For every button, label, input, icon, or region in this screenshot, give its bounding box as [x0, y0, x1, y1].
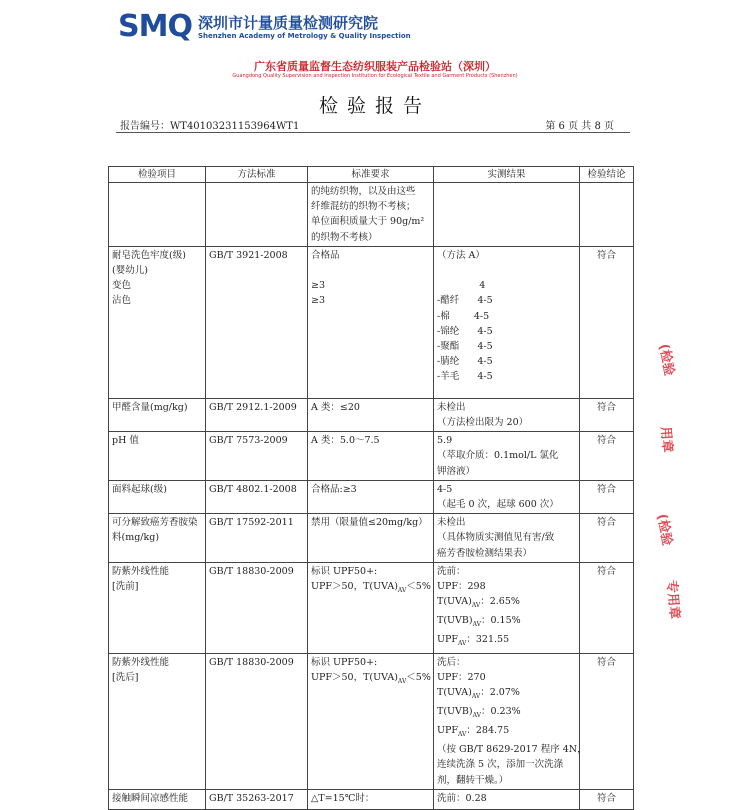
- header-divider: [116, 132, 630, 133]
- cell-line: -腈纶 4-5: [437, 356, 493, 368]
- method-standard-cell: [206, 514, 308, 563]
- requirement-cell: [308, 432, 434, 481]
- cell-line: 单位面积质量大于 90g/m²: [311, 216, 425, 228]
- cell-line: （具体物质实测值见有害/致: [437, 532, 555, 544]
- method-standard-cell: [206, 653, 308, 789]
- cell-line: UPF：298: [437, 581, 486, 593]
- cell-line: GB/T 17592-2011: [209, 517, 294, 529]
- cell-line: UPF：270: [437, 671, 486, 683]
- cell-line: (婴幼儿): [112, 265, 148, 277]
- method-standard-cell: [206, 562, 308, 653]
- cell-line: GB/T 3921-2008: [209, 249, 288, 261]
- cell-line: 料(mg/kg): [112, 532, 160, 544]
- table-row: [109, 246, 634, 398]
- test-item-cell: [109, 789, 206, 809]
- verdict-cell: 符合: [580, 398, 634, 431]
- cell-line: 纤维混纺的织物不考核；: [311, 201, 416, 213]
- cell-line: （按 GB/T 8629-2017 程序 4N，: [437, 744, 587, 756]
- cell-line: 合格品:≥3: [311, 483, 357, 495]
- cell-line: $UPF_{AV}$：284.75: [437, 725, 510, 739]
- org-name-en: Shenzhen Academy of Metrology & Quality Inspection: [197, 31, 411, 40]
- cell-line: 标识 UPF50+:: [311, 656, 378, 668]
- cell-line: 接触瞬间凉感性能: [112, 792, 189, 804]
- cell-line: UPF＞50，$T(UVA)_{AV}<5\%$: [311, 671, 431, 685]
- smq-logo-mark: SMQ: [118, 9, 192, 44]
- cell-line: $T(UVA)_{AV}$：2.07%: [437, 686, 520, 700]
- cell-line: 的织物不考核）: [311, 231, 378, 243]
- verdict-cell: 符合: [580, 432, 634, 481]
- cell-line: 合格品: [311, 249, 340, 261]
- cell-line: 未检出: [437, 517, 466, 529]
- cell-line: 连续洗涤 5 次，添加一次洗涤: [437, 759, 564, 771]
- verdict-cell: [580, 183, 634, 247]
- cell-line: -棉 4-5: [437, 310, 490, 322]
- table-row: [109, 653, 634, 789]
- verdict-cell: 符合: [580, 246, 634, 398]
- cell-line: $T(UVB)_{AV}$：0.15%: [437, 615, 521, 629]
- cell-line: 5.9: [437, 435, 453, 447]
- cell-line: 洗后：: [437, 656, 466, 668]
- method-standard-cell: [206, 480, 308, 513]
- cell-line: GB/T 35263-2017: [209, 792, 294, 804]
- cell-line: 可分解致癌芳香胺染: [112, 517, 198, 529]
- cell-line: ≥3: [311, 295, 326, 307]
- cell-line: 变色: [112, 280, 132, 292]
- requirement-cell: [308, 183, 434, 247]
- table-row: [109, 183, 634, 247]
- inspection-station: [0, 60, 750, 80]
- seal-stamp-fragment: (检验: [655, 342, 677, 377]
- table-row: [109, 562, 634, 653]
- cell-line: GB/T 7573-2009: [209, 435, 288, 447]
- verdict-cell: 符合: [580, 562, 634, 653]
- result-cell: [434, 398, 580, 431]
- verdict-cell: 符合: [580, 480, 634, 513]
- verdict-cell: 符合: [580, 514, 634, 563]
- seal-stamp-fragment: 专用章: [663, 579, 682, 620]
- table-row: [109, 514, 634, 563]
- result-cell: [434, 789, 580, 809]
- cell-line: 洗前：0.28: [437, 792, 487, 804]
- method-standard-cell: [206, 432, 308, 481]
- result-cell: [434, 432, 580, 481]
- result-cell: [434, 514, 580, 563]
- cell-line: 沾色: [112, 295, 132, 307]
- requirement-cell: [308, 246, 434, 398]
- station-name-en: Guangdong Quality Supervision and Inspection Institution for Ecological Textile and Garment Products (Shenzhen): [232, 73, 518, 79]
- org-logo: [118, 9, 411, 44]
- cell-line: 4-5: [437, 483, 453, 495]
- seal-stamp-fragment: 用章: [657, 426, 675, 454]
- cell-line: -聚酯 4-5: [437, 341, 493, 353]
- column-header: 实测结果: [434, 167, 580, 183]
- result-cell: [434, 246, 580, 398]
- cell-line: 甲醛含量(mg/kg): [112, 401, 188, 413]
- cell-line: GB/T 4802.1-2008: [209, 483, 297, 495]
- cell-line: [洗前]: [112, 581, 139, 593]
- report-number: 报告编号：WT40103231153964WT1: [120, 121, 300, 132]
- table-header-row: [109, 167, 634, 183]
- cell-line: （方法 A）: [437, 249, 485, 261]
- column-header: 标准要求: [308, 167, 434, 183]
- column-header: 检验结论: [580, 167, 634, 183]
- cell-line: （方法检出限为 20）: [437, 417, 529, 429]
- cell-line: △T=15℃时：: [311, 792, 375, 804]
- test-item-cell: [109, 562, 206, 653]
- page-indicator: 第 6 页 共 8 页: [545, 121, 614, 132]
- report-title: 检验报告: [318, 95, 431, 117]
- cell-line: （萃取介质：0.1mol/L 氯化: [437, 450, 559, 462]
- test-item-cell: [109, 480, 206, 513]
- requirement-cell: [308, 653, 434, 789]
- cell-line: 防紫外线性能: [112, 656, 170, 668]
- cell-line: GB/T 18830-2009: [209, 656, 294, 668]
- inspection-table: [108, 166, 634, 810]
- test-item-cell: [109, 246, 206, 398]
- cell-line: A 类：≤20: [311, 401, 360, 413]
- cell-line: $T(UVB)_{AV}$：0.23%: [437, 706, 521, 719]
- cell-line: 4: [437, 280, 486, 292]
- cell-line: UPF＞50，$T(UVA)_{AV}<5\%$: [311, 581, 431, 594]
- cell-line: -醋纤 4-5: [437, 295, 493, 307]
- station-name-cn: 广东省质量监督生态纺织服装产品检验站（深圳）: [254, 60, 496, 73]
- cell-line: 洗前：: [437, 565, 466, 577]
- org-name-block: [198, 14, 411, 41]
- cell-line: 耐皂洗色牢度(级): [112, 249, 186, 261]
- result-cell: [434, 653, 587, 789]
- result-cell: [434, 480, 580, 513]
- cell-line: 面料起球(级): [112, 483, 167, 495]
- method-standard-cell: [206, 246, 308, 398]
- table-row: [109, 480, 634, 513]
- test-item-cell: [109, 653, 206, 789]
- cell-line: 标识 UPF50+:: [311, 565, 378, 577]
- method-standard-cell: [206, 183, 308, 247]
- test-item-cell: [109, 432, 206, 481]
- cell-line: $UPF_{AV}$：321.55: [437, 634, 510, 648]
- verdict-cell: 符合: [580, 789, 634, 809]
- test-item-cell: [109, 514, 206, 563]
- result-cell: [434, 562, 580, 653]
- verdict-cell: 符合: [580, 653, 634, 789]
- method-standard-cell: [206, 789, 308, 809]
- requirement-cell: [308, 398, 434, 431]
- cell-line: GB/T 18830-2009: [209, 565, 294, 577]
- cell-line: 禁用（限量值≤20mg/kg）: [311, 517, 428, 529]
- cell-line: A 类：5.0～7.5: [311, 435, 380, 447]
- column-header: 检验项目: [109, 167, 206, 183]
- test-item-cell: [109, 398, 206, 431]
- cell-line: （起毛 0 次，起球 600 次）: [437, 499, 559, 511]
- cell-line: 的纯纺织物，以及由这些: [311, 186, 416, 197]
- cell-line: -羊毛 4-5: [437, 371, 493, 383]
- org-name-cn: 深圳市计量质量检测研究院: [197, 13, 378, 32]
- cell-line: 剂，翻转干燥。）: [437, 774, 509, 786]
- cell-line: 未检出: [437, 401, 466, 413]
- cell-line: $T(UVA)_{AV}$：2.65%: [437, 596, 520, 610]
- requirement-cell: [308, 562, 434, 653]
- cell-line: -锦纶 4-5: [437, 325, 493, 337]
- cell-line: ≥3: [311, 280, 326, 292]
- test-item-cell: [109, 183, 206, 247]
- cell-line: 癌芳香胺检测结果表）: [437, 547, 533, 559]
- cell-line: 防紫外线性能: [112, 565, 170, 577]
- cell-line: [洗后]: [112, 671, 139, 683]
- requirement-cell: [308, 789, 434, 809]
- result-cell: [434, 183, 580, 247]
- cell-line: GB/T 2912.1-2009: [209, 401, 297, 413]
- cell-line: pH 值: [112, 435, 139, 447]
- table-row: [109, 789, 634, 809]
- requirement-cell: [308, 514, 434, 563]
- cell-line: 钾溶液）: [437, 465, 476, 477]
- table-row: [109, 432, 634, 481]
- requirement-cell: [308, 480, 434, 513]
- table-row: [109, 398, 634, 431]
- column-header: 方法标准: [206, 167, 308, 183]
- method-standard-cell: [206, 398, 308, 431]
- cell-line: [437, 263, 576, 278]
- seal-stamp-fragment: (检验: [653, 512, 675, 547]
- cell-line: [311, 263, 430, 278]
